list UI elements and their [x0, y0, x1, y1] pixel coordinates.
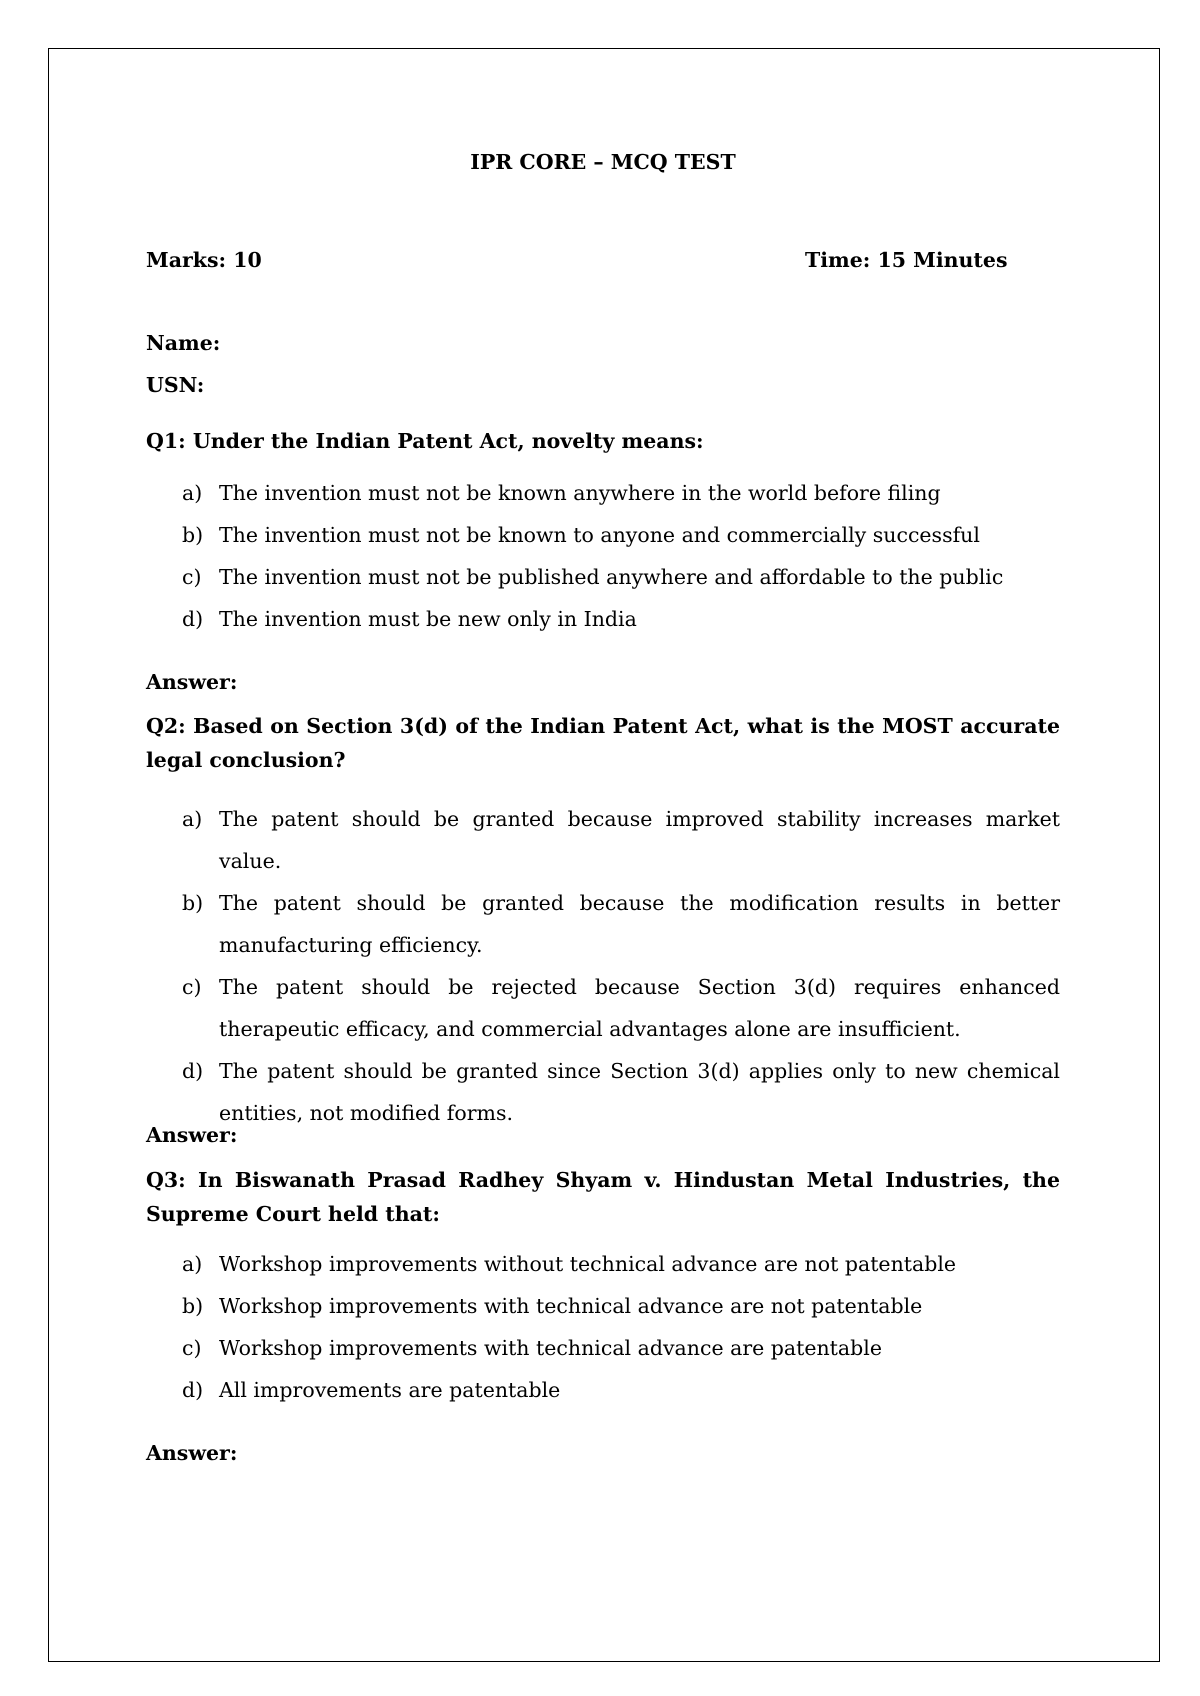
option-text: Workshop improvements with technical advance are patentable: [219, 1336, 882, 1360]
question-1-option-c: [146, 556, 1060, 598]
option-letter: c): [182, 565, 202, 589]
time-label: Time: 15 Minutes: [805, 248, 1008, 272]
question-2: Q2: Based on Section 3(d) of the Indian Patent Act, what is the MOST accurate legal conclusion?: [146, 714, 1060, 772]
question-2-answer-label: Answer:: [146, 1123, 238, 1147]
question-1-options: [146, 472, 1060, 640]
option-letter: c): [182, 1336, 202, 1360]
question-2-option-d: [146, 1050, 1060, 1134]
option-text: The invention must be new only in India: [219, 607, 637, 631]
option-letter: d): [182, 1059, 204, 1083]
name-field-label: Name:: [146, 331, 221, 355]
option-text: Workshop improvements with technical advance are not patentable: [219, 1294, 923, 1318]
question-3-answer-label: Answer:: [146, 1441, 238, 1465]
option-text: The invention must not be published anywhere and affordable to the public: [219, 565, 1004, 589]
option-text: The invention must not be known to anyone and commercially successful: [219, 523, 980, 547]
option-letter: b): [182, 891, 204, 915]
option-letter: a): [182, 1252, 203, 1276]
question-3-option-b: [146, 1285, 1060, 1327]
option-text: The patent should be rejected because Section 3(d) requires enhanced therapeutic efficacy, and commercial advantages alone are insufficient.: [219, 975, 1060, 1041]
question-2-options: [146, 798, 1060, 1134]
option-letter: b): [182, 1294, 204, 1318]
option-text: All improvements are patentable: [219, 1378, 561, 1402]
question-1-option-a: [146, 472, 1060, 514]
option-text: Workshop improvements without technical advance are not patentable: [219, 1252, 957, 1276]
usn-field-label: USN:: [146, 373, 205, 397]
option-letter: c): [182, 975, 202, 999]
option-text: The patent should be granted because improved stability increases market value.: [219, 807, 1060, 873]
option-letter: d): [182, 1378, 204, 1402]
option-letter: d): [182, 607, 204, 631]
option-letter: a): [182, 481, 203, 505]
question-1-option-d: [146, 598, 1060, 640]
test-meta-row: [146, 247, 1060, 273]
option-text: The patent should be granted because the modification results in better manufacturing efficiency.: [219, 891, 1060, 957]
question-1-answer-label: Answer:: [146, 670, 238, 694]
question-3-option-d: [146, 1369, 1060, 1411]
question-2-option-a: [146, 798, 1060, 882]
option-letter: b): [182, 523, 204, 547]
question-3: Q3: In Biswanath Prasad Radhey Shyam v. Hindustan Metal Industries, the Supreme Court held that:: [146, 1168, 1060, 1226]
question-1: Q1: Under the Indian Patent Act, novelty means:: [146, 429, 704, 453]
question-1-option-b: [146, 514, 1060, 556]
option-text: The patent should be granted since Section 3(d) applies only to new chemical entities, not modified forms.: [219, 1059, 1060, 1125]
question-3-option-a: [146, 1243, 1060, 1285]
option-text: The invention must not be known anywhere in the world before filing: [219, 481, 941, 505]
question-3-option-c: [146, 1327, 1060, 1369]
question-2-option-b: [146, 882, 1060, 966]
question-2-option-c: [146, 966, 1060, 1050]
page-title: IPR CORE – MCQ TEST: [470, 150, 736, 174]
marks-label: Marks: 10: [146, 248, 262, 272]
option-letter: a): [182, 807, 203, 831]
question-3-options: [146, 1243, 1060, 1411]
